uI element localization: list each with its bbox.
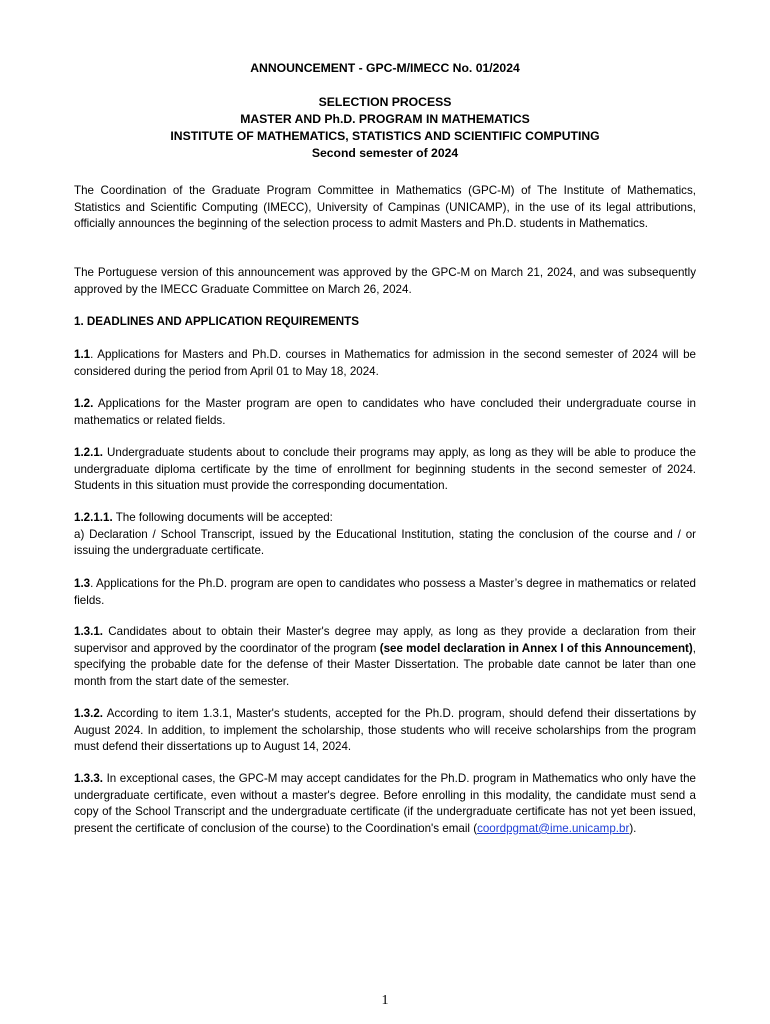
item-subtext: a) Declaration / School Transcript, issued by the Educational Institution, stating the conclusion of the course and / or issuing the undergraduate certificate. [74, 527, 696, 558]
item-text: , specifying the probable date for the defense of their Master Dissertation. The probable date cannot be later than one month from the start date of the semester. [74, 641, 696, 688]
item-text: In exceptional cases, the GPC-M may accept candidates for the Ph.D. program in Mathematics who only have the undergraduate certificate, even without a master's degree. Before enrolling in this modality, the candidate must send a copy of the School Transcript and the undergraduate certificate (if the undergraduate certificate has not yet been issued, present the certificate of conclusion of the course) to the Coordination's email ( [74, 772, 696, 835]
page-number: 1 [381, 993, 389, 1008]
item-text: The following documents will be accepted: [112, 511, 333, 524]
item-1-2-1 [74, 445, 696, 495]
header-line-semester: Second semester of 2024 [311, 146, 459, 160]
portuguese-version-paragraph: The Portuguese version of this announcement was approved by the GPC-M on March 21, 2024, and was subsequently approved by the IMECC Graduate Committee on March 26, 2024. [74, 266, 696, 296]
item-text: Applications for the Master program are open to candidates who have concluded their undergraduate course in mathematics or related fields. [74, 397, 696, 427]
item-1-3 [74, 576, 696, 609]
item-1-3-2 [74, 706, 696, 756]
item-number: 1.3 [74, 577, 91, 590]
annex-reference: (see model declaration in Annex I of this Announcement) [379, 641, 693, 655]
section-1-title: 1. DEADLINES AND APPLICATION REQUIREMENTS [74, 315, 359, 328]
item-text: Undergraduate students about to conclude their programs may apply, as long as they will be able to produce the undergraduate diploma certificate by the time of enrollment for beginning students in the second semester of 2024. Students in this situation must provide the corresponding documentation. [74, 446, 696, 493]
item-text: ). [629, 821, 637, 835]
intro-paragraph: The Coordination of the Graduate Program Committee in Mathematics (GPC-M) of The Institute of Mathematics, Statistics and Scientific Computing (IMECC), University of Campinas (UNICAMP), in the use of its legal attributions, officially announces the beginning of the selection process to admit Masters and Ph.D. students in Mathematics. [74, 184, 696, 231]
header-line-selection-process: SELECTION PROCESS [318, 95, 452, 109]
coordination-email-link[interactable]: coordpgmat@ime.unicamp.br [477, 821, 630, 835]
item-number: 1.2. [74, 397, 94, 410]
item-1-3-1 [74, 624, 696, 690]
item-text: According to item 1.3.1, Master's students, accepted for the Ph.D. program, should defend their dissertations by August 2024. In addition, to implement the scholarship, those students who will receive scholarships from the program must defend their dissertations up to August 14, 2024. [74, 707, 696, 754]
header-line-program: MASTER AND Ph.D. PROGRAM IN MATHEMATICS [240, 112, 530, 126]
item-1-3-3 [74, 771, 696, 837]
item-number: 1.3.2. [74, 707, 104, 720]
item-text: Candidates about to obtain their Master's degree may apply, as long as they provide a declaration from their supervisor and approved by the coordinator of the program [74, 625, 696, 655]
item-number: 1.1 [74, 348, 91, 361]
item-number: 1.2.1.1. [74, 511, 113, 524]
item-1-2 [74, 396, 696, 429]
item-number: 1.3.1. [74, 625, 104, 638]
item-1-1 [74, 347, 696, 380]
announcement-title: ANNOUNCEMENT - GPC-M/IMECC No. 01/2024 [250, 61, 520, 75]
item-number: 1.2.1. [74, 446, 104, 459]
item-text: . Applications for Masters and Ph.D. courses in Mathematics for admission in the second semester of 2024 will be considered during the period from April 01 to May 18, 2024. [74, 348, 696, 378]
item-1-2-1-1 [74, 510, 696, 560]
header-line-institute: INSTITUTE OF MATHEMATICS, STATISTICS AND SCIENTIFIC COMPUTING [170, 129, 600, 143]
header-block [0, 94, 770, 162]
item-text: . Applications for the Ph.D. program are open to candidates who possess a Master’s degree in mathematics or related fields. [74, 577, 696, 607]
item-number: 1.3.3. [74, 772, 104, 785]
